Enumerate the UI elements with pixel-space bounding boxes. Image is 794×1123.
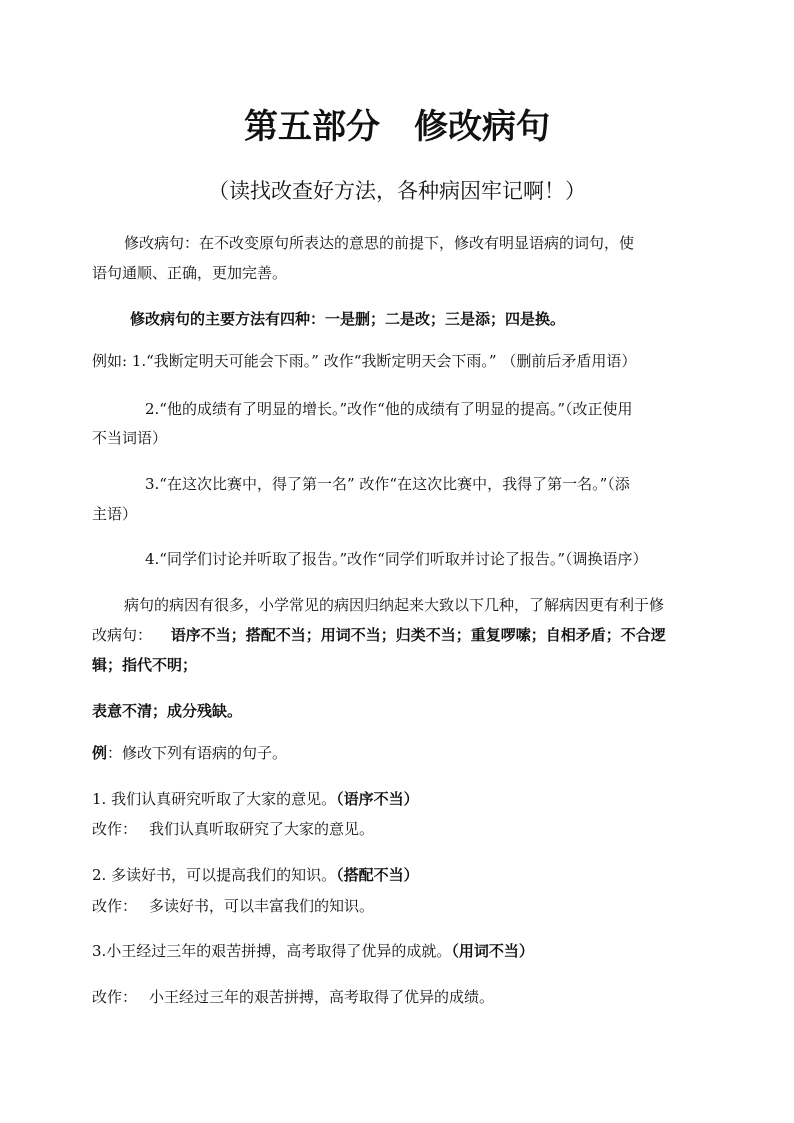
practice-item-2-question	[92, 865, 704, 885]
example-1: 例如: 1.“我断定明天可能会下雨。” 改作“我断定明天会下雨。” （删前后矛盾用语）	[92, 352, 637, 370]
answer-label: 改作：	[92, 820, 138, 838]
answer-text: 我们认真听取研究了大家的意见。	[149, 820, 375, 838]
causes-line-1: 病句的病因有很多，小学常见的病因归纳起来大致以下几种，了解病因更有利于修	[124, 596, 665, 614]
example-3-line-1: 3.“在这次比赛中，得了第一名” 改作“在这次比赛中，我得了第一名。”（添	[145, 475, 630, 493]
causes-list-part-3: 表意不清；成分残缺。	[92, 702, 243, 720]
causes-line-2	[92, 625, 704, 645]
practice-item-1-answer	[92, 819, 704, 839]
practice-item-3-question	[92, 941, 704, 961]
answer-label: 改作：	[92, 897, 138, 915]
example-2-line-2: 不当词语）	[92, 429, 168, 447]
practice-item-1-question	[92, 789, 704, 809]
page-title: 第五部分 修改病句	[244, 107, 550, 147]
answer-text: 小王经过三年的艰苦拼搏，高考取得了优异的成绩。	[149, 988, 495, 1006]
causes-list-part-1: 语序不当；搭配不当；用词不当；归类不当；重复啰嗦；自相矛盾；不合逻	[170, 626, 666, 644]
question-text: 1. 我们认真研究听取了大家的意见。	[92, 790, 337, 808]
answer-label: 改作：	[92, 988, 138, 1006]
causes-list-part-2: 辑；指代不明；	[92, 656, 198, 674]
question-text: 3.小王经过三年的艰苦拼搏，高考取得了优异的成就。	[92, 942, 452, 960]
error-type-tag: （用词不当）	[451, 942, 534, 960]
causes-line-2-prefix: 改病句：	[92, 626, 153, 644]
question-text: 2. 多读好书，可以提高我们的知识。	[92, 866, 337, 884]
practice-label: 例	[92, 744, 108, 762]
example-3-line-2: 主语）	[92, 505, 138, 523]
error-type-tag: （语序不当）	[336, 790, 419, 808]
intro-line-1: 修改病句：在不改变原句所表达的意思的前提下，修改有明显语病的词句，使	[124, 234, 635, 252]
practice-instruction: ：修改下列有语病的句子。	[107, 744, 288, 762]
answer-text: 多读好书，可以丰富我们的知识。	[149, 897, 375, 915]
methods-summary: 修改病句的主要方法有四种：一是删；二是改；三是添；四是换。	[130, 310, 566, 328]
error-type-tag: （搭配不当）	[336, 866, 419, 884]
intro-line-2: 语句通顺、正确，更加完善。	[92, 264, 288, 282]
page-subtitle: （读找改查好方法，各种病因牢记啊！）	[208, 179, 586, 203]
example-4: 4.“同学们讨论并听取了报告。”改作“同学们听取并讨论了报告。”（调换语序）	[145, 550, 648, 568]
practice-item-3-answer	[92, 987, 704, 1007]
practice-heading	[92, 743, 704, 763]
example-2-line-1: 2.“他的成绩有了明显的增长。”改作“他的成绩有了明显的提高。”（改正使用	[145, 400, 633, 418]
practice-item-2-answer	[92, 896, 704, 916]
